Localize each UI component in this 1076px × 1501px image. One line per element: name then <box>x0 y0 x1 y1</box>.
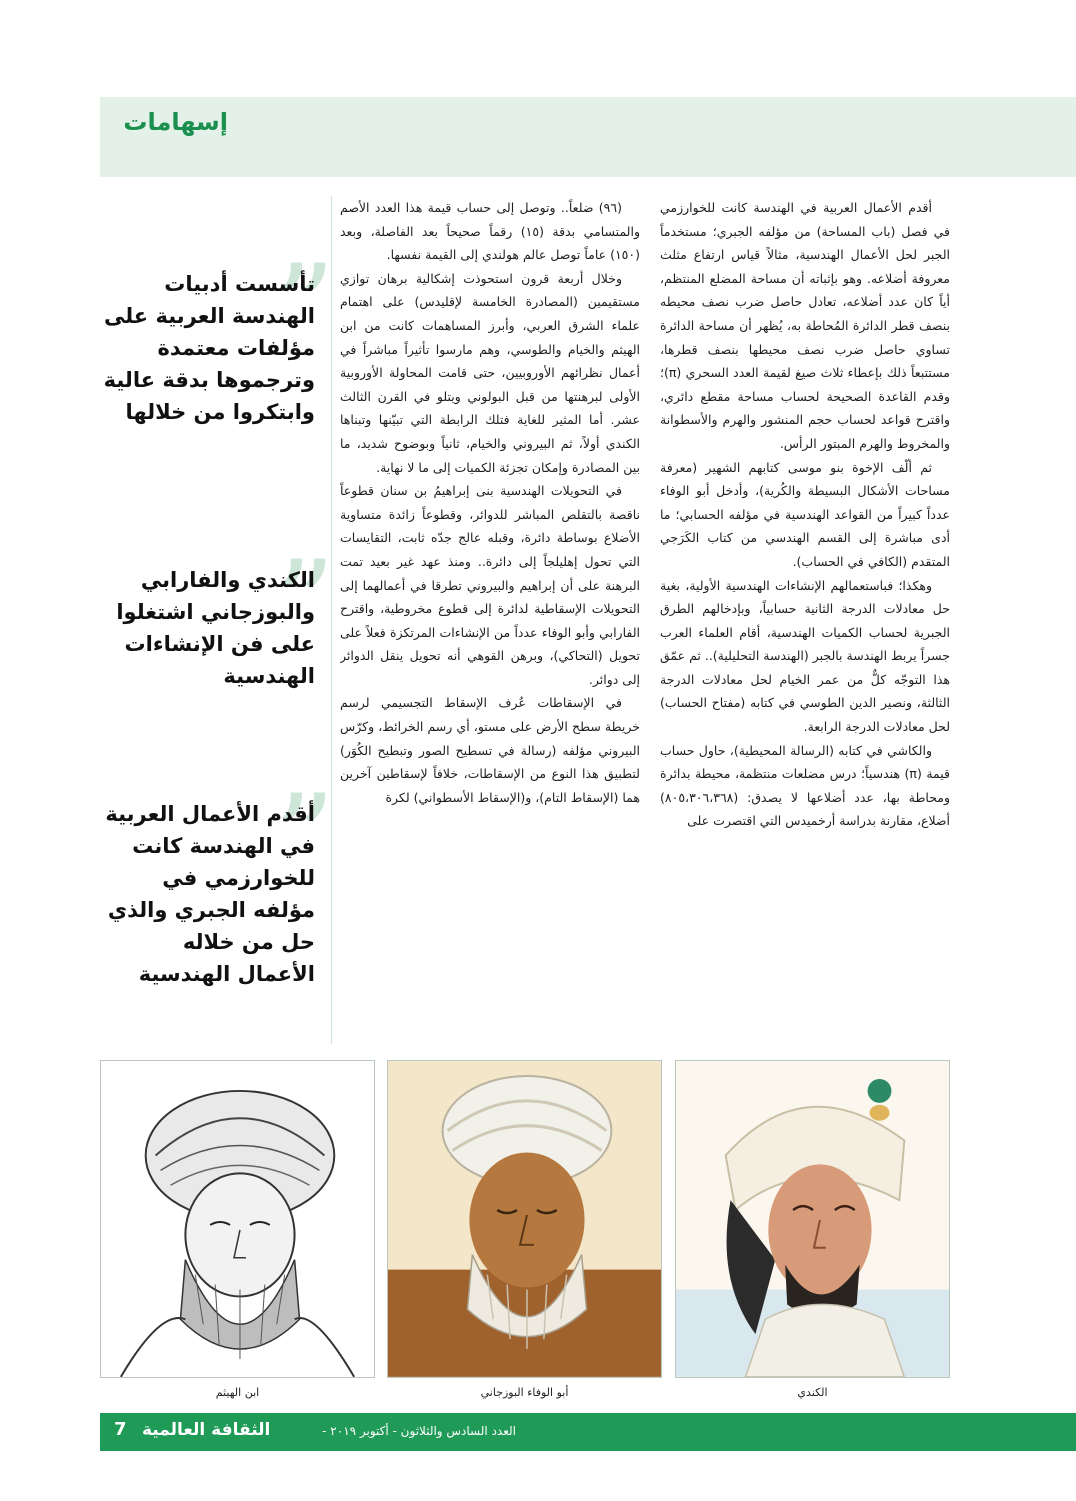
portrait-engraving-icon <box>101 1061 374 1377</box>
header-band <box>100 97 1076 177</box>
pull-quote-text: الكندي والفارابي والبوزجاني اشتغلوا على فن الإنشاءات الهندسية <box>116 568 315 688</box>
quote-mark-icon: ” <box>273 536 335 675</box>
portrait-image <box>100 1060 375 1378</box>
article-paragraph: في التحويلات الهندسية بنى إبراهيمُ بن سنان قطوعاً ناقصة بالتقلص المباشر للدوائر، وقطوعاً زائدة متساوية الأضلاع بوساطة دائرة، وقبله عالج جدّه ثابت، التقايسات التي تحول إهليلجاً إلى دائرة.. ومنذ عهد غير بعيد تمت البرهنة على أن إبراهيم والبيروني تطرقا في أعمالهما إلى التحويلات الإسقاطية لدائرة إلى قطوع مخروطية، واقترح الفارابي وأبو الوفاء عدداً من الإنشاءات المرتكزة فعلاً على تحويل (التحاكي)، وبرهن القوهي أنه تحويل ينقل الدوائر إلى دوائر. <box>340 483 640 687</box>
issue-info: العدد السادس والثلاثون - أكتوبر ٢٠١٩ - <box>322 1424 516 1438</box>
article-paragraph: في الإسقاطات عُرف الإسقاط التجسيمي لرسم خريطة سطح الأرض على مستو، أي رسم الخرائط، وكرّس البيروني مؤلفه (رسالة في تسطيح الصور وتبطيح الكُوَر) لتطبيق هذا النوع من الإسقاطات، خلافاً لإسقاطين آخرين هما (الإسقاط التام)، و(الإسقاط الأسطواني) لكرة <box>340 695 640 805</box>
portrait-caption: الكندي <box>797 1386 828 1399</box>
quote-mark-icon: ” <box>273 240 335 379</box>
article-paragraph: وهكذا؛ فباستعمالهم الإنشاءات الهندسية الأولية، بغية حل معادلات الدرجة الثانية حسابياً، وبإدخالهم الطرق الجبرية لحساب الكميات الهندسية، أقام العلماء العرب جسراً يربط الهندسة بالجبر (الهندسة التحليلية).. ثم عمّق هذا التوجّه كلٌّ من عمر الخيام لحل معادلات الدرجة الثالثة، ونصير الدين الطوسي في كتابه (مفتاح الحساب) لحل معادلات الدرجة الرابعة. <box>660 577 950 735</box>
pull-quote <box>100 770 335 990</box>
pull-quote-text: أقدم الأعمال العربية في الهندسة كانت للخوارزمي في مؤلفه الجبري والذي حل من خلاله الأعمال الهندسية <box>105 802 315 986</box>
portrait-caption: ابن الهيثم <box>215 1386 260 1399</box>
portrait-painting-icon <box>676 1061 949 1377</box>
page-number: 7 <box>114 1419 127 1440</box>
article-paragraph: ثم ألّف الإخوة بنو موسى كتابهم الشهير (معرفة مساحات الأشكال البسيطة والكُرية)، وأدخل أبو الوفاء عدداً كبيراً من القواعد الهندسية في مؤلفه الحسابي؛ ما أدى مباشرة إلى القسم الهندسي من كتاب الكَرَجي المتقدم (الكافي في الحساب). <box>660 459 950 569</box>
magazine-logo: الثقافة العالمية <box>142 1420 271 1440</box>
quote-mark-icon: ” <box>273 770 335 909</box>
article-paragraph: وخلال أربعة قرون استحوذت إشكالية برهان توازي مستقيمين (المصادرة الخامسة لإقليدس) على اهتمام علماء الشرق العربي، وأبرز المساهمات كانت من ابن الهيثم والخيام والطوسي، وهم مارسوا تأثيراً مباشراً في أعمال نظرائهم الأوروبيين، حتى قامت المحاولة الأوروبية الأولى لبرهنتها من قبل البولوني ويتلو في القرن الثالث عشر. أما المثير للغاية فتلك الرابطة التي تبيّنها وتبناها الكندي أولاً، ثم البيروني والخيام، ثانياً وبوضوح شديد، ما بين المصادرة وإمكان تجزئة الكميات إلى ما لا نهاية. <box>340 270 640 475</box>
article-column-left <box>340 196 640 1046</box>
article-column-right <box>660 196 950 1046</box>
portrait-caption: أبو الوفاء البوزجاني <box>480 1386 569 1399</box>
portrait-painting-icon <box>388 1061 661 1377</box>
pull-quote-text: تأسست أدبيات الهندسة العربية على مؤلفات معتمدة وترجموها بدقة عالية وابتكروا من خلالها <box>103 272 315 424</box>
article-paragraph: أقدم الأعمال العربية في الهندسة كانت للخوارزمي في فصل (باب المساحة) من مؤلفه الجبري؛ مستخدماً الجبر لحل الأعمال الهندسية، مثالاً قياس ارتفاع مثلث معروفة أضلاعه. وهو بإثباته أن مساحة المضلع المنتظم، أياً كان عدد أضلاعه، تعادل حاصل ضرب نصف محيطه بنصف قطر الدائرة المُحاطة به، يُظهر أن مساحة الدائرة تساوي حاصل ضرب نصف محيطها بنصف قطرها، مستتبعاً ذلك بإعطاء ثلاث صيغ لقيمة العدد السحري (π)؛ وقدم القاعدة الصحيحة لحساب مساحة مقطع دائري، واقترح قواعد لحساب حجم المنشور والهرم والأسطوانة والمخروط والهرم المبتور الرأس. <box>660 200 950 451</box>
pull-quote <box>100 536 335 692</box>
portrait-image <box>675 1060 950 1378</box>
portrait-image <box>387 1060 662 1378</box>
section-title: إسهامات <box>123 108 228 136</box>
article-paragraph: والكاشي في كتابه (الرسالة المحيطية)، حاول حساب قيمة (π) هندسياً؛ درس مضلعات منتظمة، محيطة بدائرة ومحاطة بها، عدد أضلاعها لا يصدق: (٨٠٥،٣٠٦،٣٦٨) أضلاع، مقارنة بدراسة أرخميدس التي اقتصرت على <box>660 742 950 829</box>
pull-quote <box>100 240 335 428</box>
article-paragraph: (٩٦) ضلعاً.. وتوصل إلى حساب قيمة هذا العدد الأصم والمتسامي بدقة (١٥) رقماً صحيحاً بعد الفاصلة، وبعد (١٥٠) عاماً توصل عالم هولندي إلى القيمة نفسها. <box>340 200 640 263</box>
